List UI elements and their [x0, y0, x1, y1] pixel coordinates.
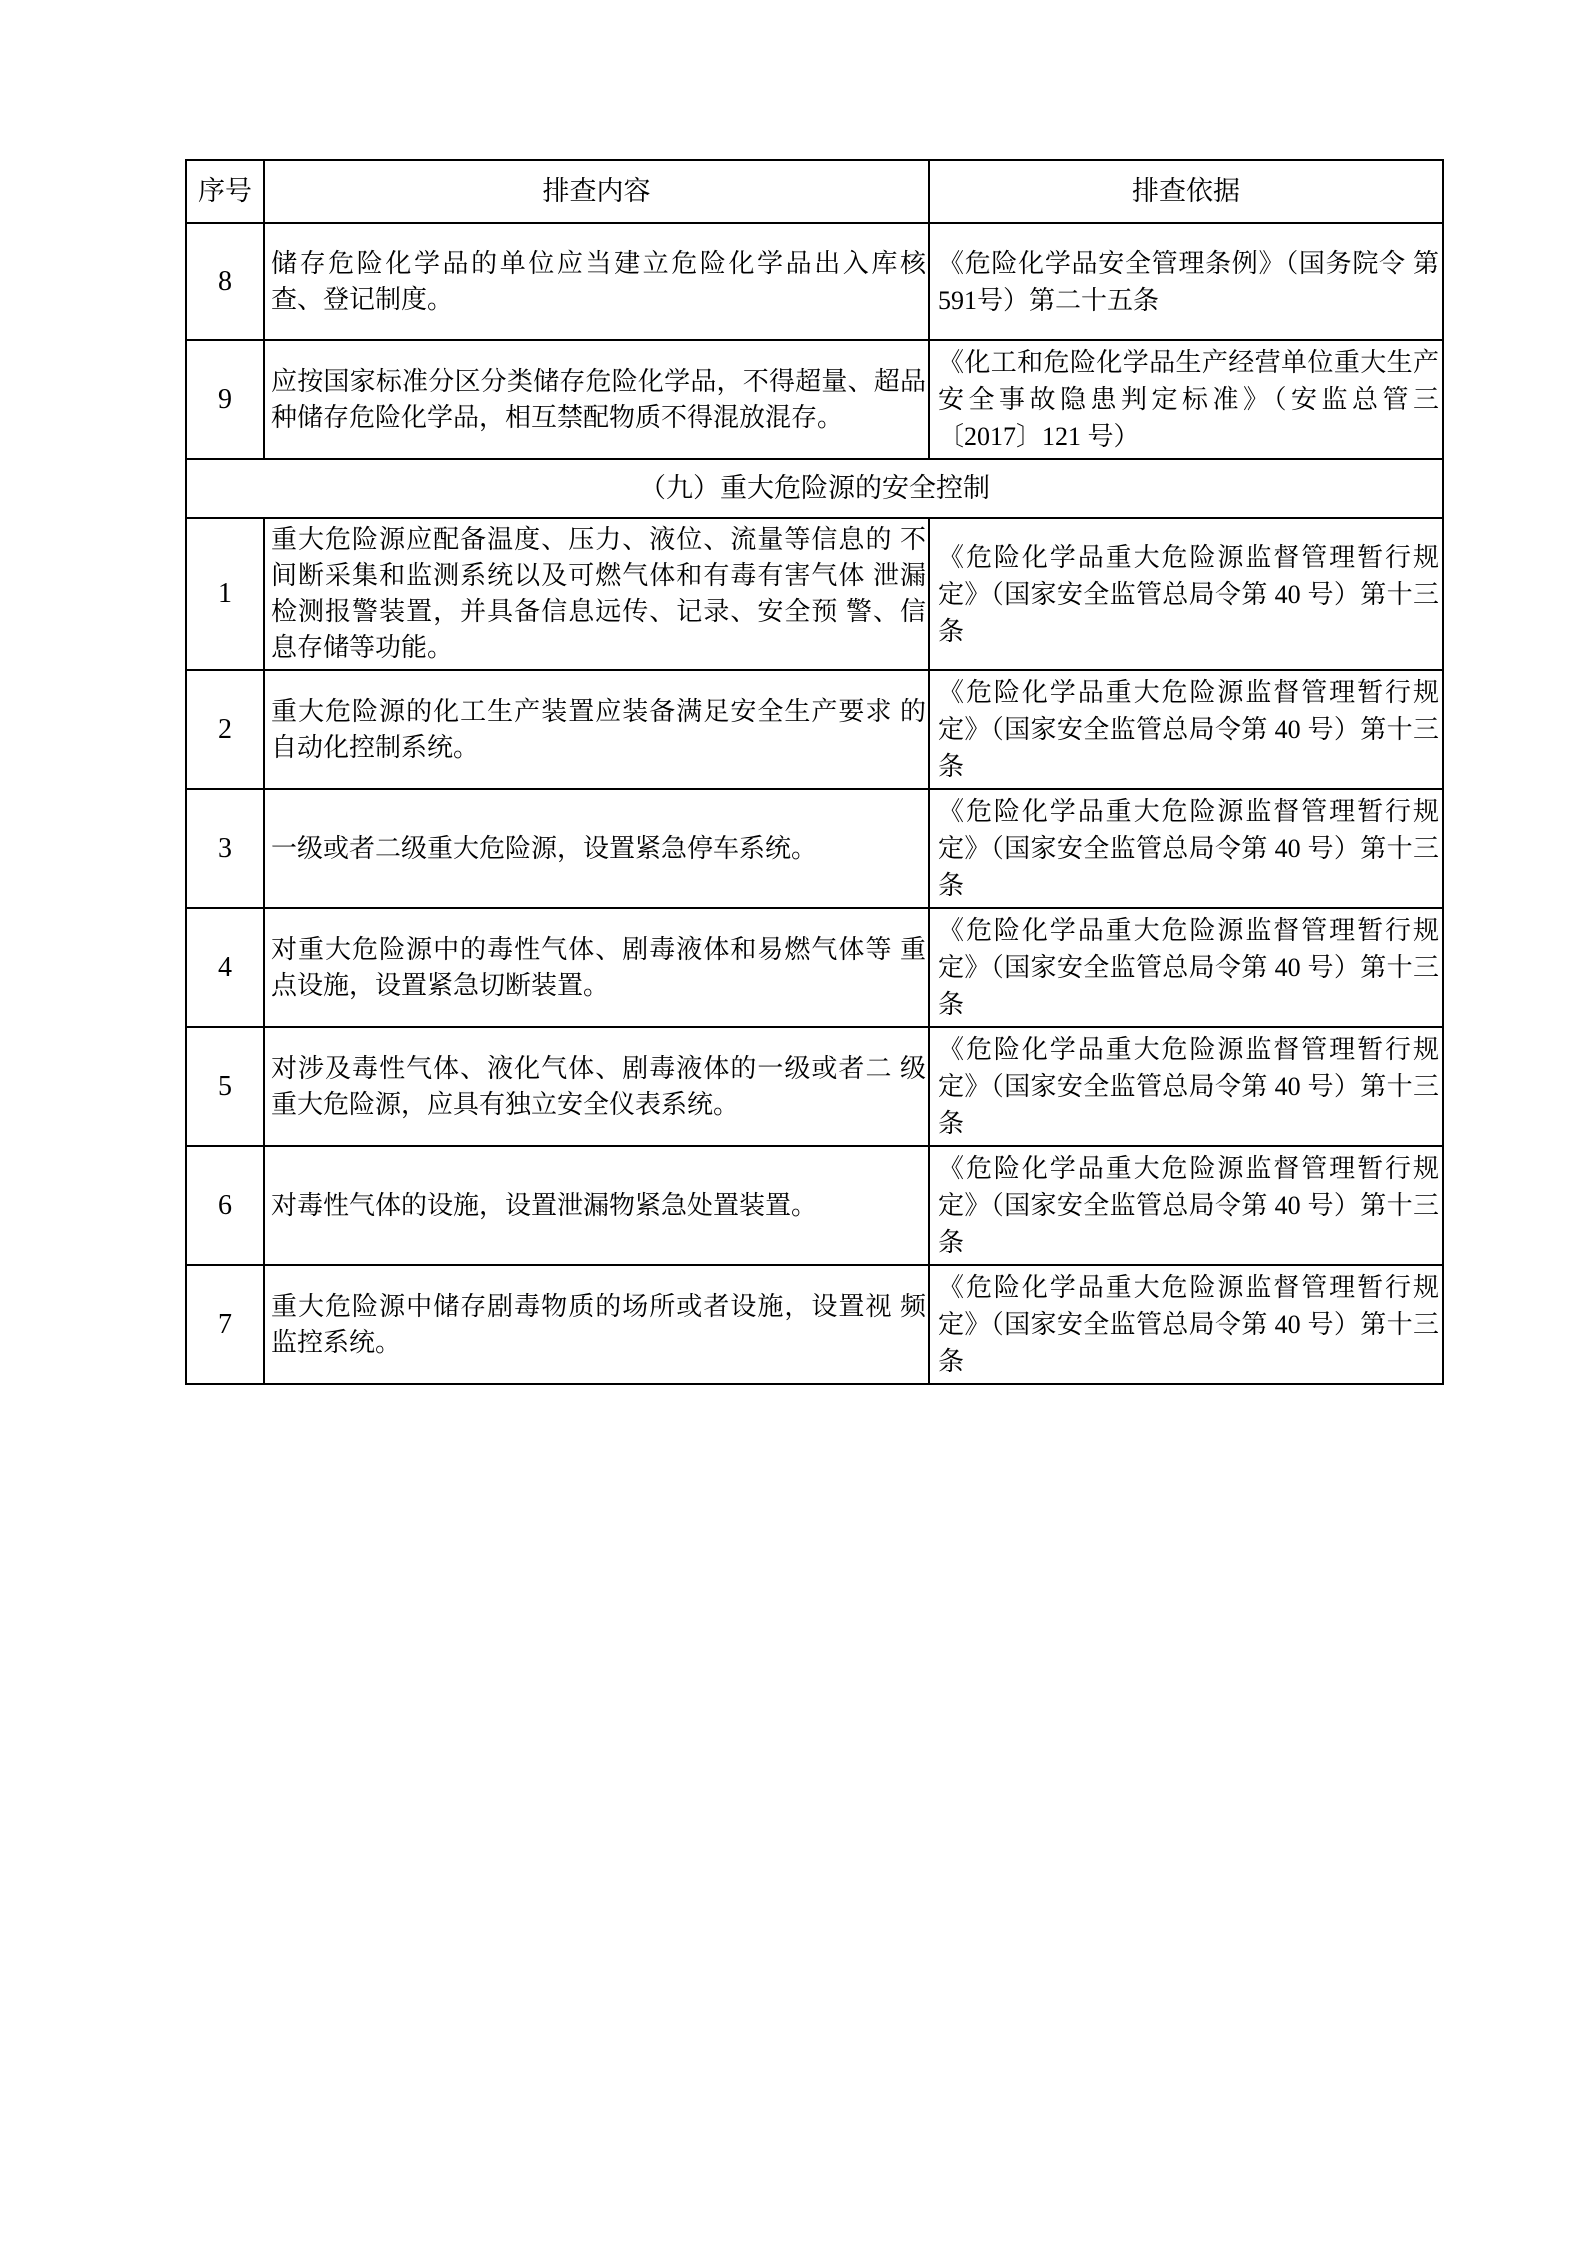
header-no: 序号 [186, 160, 264, 223]
cell-no: 5 [186, 1027, 264, 1146]
cell-no: 7 [186, 1265, 264, 1384]
table-row [186, 1265, 1443, 1384]
cell-content: 重大危险源中储存剧毒物质的场所或者设施，设置视 频监控系统。 [264, 1265, 929, 1384]
table-row [186, 670, 1443, 789]
table-row [186, 908, 1443, 1027]
cell-content: 应按国家标准分区分类储存危险化学品，不得超量、超品种储存危险化学品，相互禁配物质不得混放混存。 [264, 340, 929, 459]
table-row [186, 340, 1443, 459]
cell-content: 重大危险源的化工生产装置应装备满足安全生产要求 的自动化控制系统。 [264, 670, 929, 789]
cell-basis: 《危险化学品重大危险源监督管理暂行规定》（国家安全监管总局令第 40 号）第十三条 [929, 670, 1443, 789]
table-row [186, 1146, 1443, 1265]
cell-basis: 《危险化学品重大危险源监督管理暂行规定》（国家安全监管总局令第 40 号）第十三条 [929, 789, 1443, 908]
cell-no: 6 [186, 1146, 264, 1265]
cell-no: 3 [186, 789, 264, 908]
cell-content: 一级或者二级重大危险源，设置紧急停车系统。 [264, 789, 929, 908]
table-row [186, 223, 1443, 340]
table-row [186, 789, 1443, 908]
cell-content: 对重大危险源中的毒性气体、剧毒液体和易燃气体等 重点设施，设置紧急切断装置。 [264, 908, 929, 1027]
cell-basis: 《危险化学品安全管理条例》（国务院令 第591号）第二十五条 [929, 223, 1443, 340]
cell-no: 4 [186, 908, 264, 1027]
header-content: 排查内容 [264, 160, 929, 223]
cell-basis: 《危险化学品重大危险源监督管理暂行规定》（国家安全监管总局令第 40 号）第十三条 [929, 1146, 1443, 1265]
cell-basis: 《危险化学品重大危险源监督管理暂行规定》（国家安全监管总局令第 40 号）第十三条 [929, 518, 1443, 670]
inspection-table [185, 159, 1444, 1385]
cell-no: 8 [186, 223, 264, 340]
cell-no: 1 [186, 518, 264, 670]
cell-no: 9 [186, 340, 264, 459]
cell-content: 重大危险源应配备温度、压力、液位、流量等信息的 不间断采集和监测系统以及可燃气体和有毒有害气体 泄漏检测报警装置，并具备信息远传、记录、安全预 警、信息存储等功能。 [264, 518, 929, 670]
cell-basis: 《危险化学品重大危险源监督管理暂行规定》（国家安全监管总局令第 40 号）第十三条 [929, 1265, 1443, 1384]
cell-basis: 《危险化学品重大危险源监督管理暂行规定》（国家安全监管总局令第 40 号）第十三条 [929, 908, 1443, 1027]
section-header-row [186, 459, 1443, 518]
cell-content: 储存危险化学品的单位应当建立危险化学品出入库核 查、登记制度。 [264, 223, 929, 340]
table-row [186, 518, 1443, 670]
header-basis: 排查依据 [929, 160, 1443, 223]
cell-no: 2 [186, 670, 264, 789]
cell-basis: 《化工和危险化学品生产经营单位重大生产安全事故隐患判定标准》（安监总管三〔2017〕121 号） [929, 340, 1443, 459]
cell-content: 对涉及毒性气体、液化气体、剧毒液体的一级或者二 级重大危险源，应具有独立安全仪表系统。 [264, 1027, 929, 1146]
table-row [186, 1027, 1443, 1146]
table-header-row [186, 160, 1443, 223]
section-title: （九）重大危险源的安全控制 [186, 459, 1443, 518]
cell-content: 对毒性气体的设施，设置泄漏物紧急处置装置。 [264, 1146, 929, 1265]
cell-basis: 《危险化学品重大危险源监督管理暂行规定》（国家安全监管总局令第 40 号）第十三条 [929, 1027, 1443, 1146]
